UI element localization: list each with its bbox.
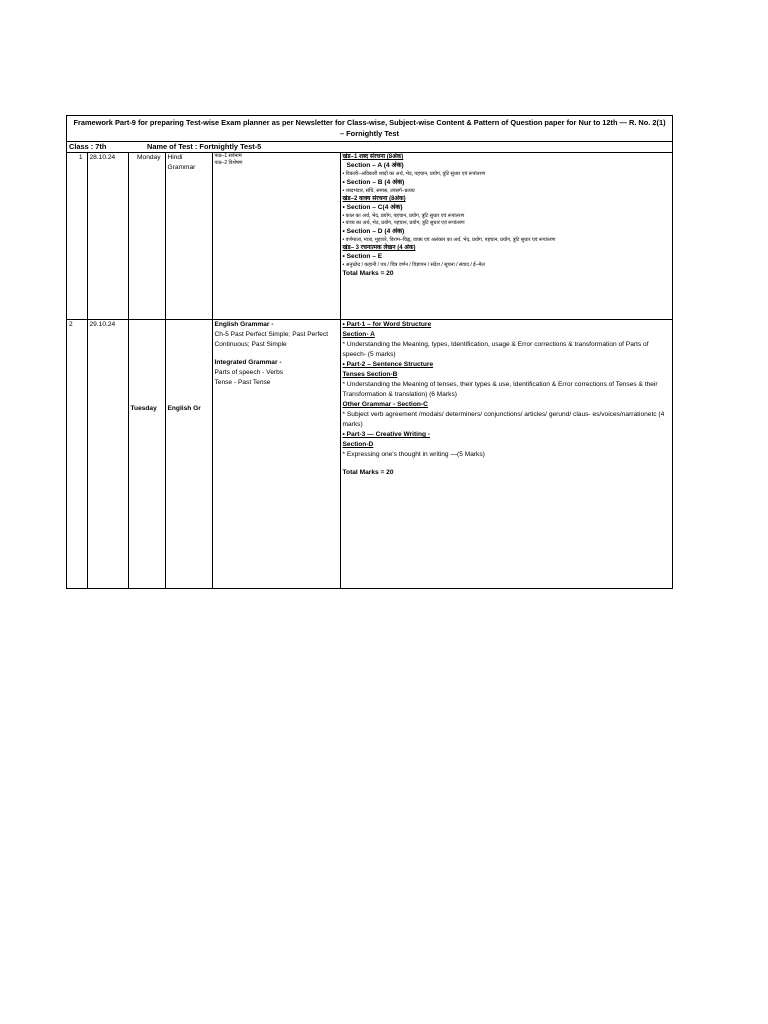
- topic-item: Tense - Past Tense: [214, 379, 271, 386]
- content-section: • Section – D (4 अंक): [342, 228, 405, 235]
- row-date: 28.10.24: [87, 153, 128, 320]
- table-row: [67, 320, 672, 589]
- total-marks: Total Marks = 20: [342, 270, 394, 277]
- content-text: • वर्णमाला, मात्रा, मुहावरे, विराम–चिह्न, वाक्य एवं अलंकार का अर्थ, भेद, प्रयोग, पहचान, प्रयोग, त्रुटि सुधार एवं रूपांतरण: [342, 237, 556, 243]
- content-heading: • Part-1 – for Word Structure: [342, 321, 432, 328]
- class-row: [67, 142, 672, 153]
- topic-item: पाठ–2 विशेषण: [214, 160, 243, 166]
- content-heading: खंड– 3 रचनात्मक लेखन (4 अंक): [342, 245, 416, 251]
- table-row: [67, 153, 672, 320]
- row-date: 29.10.24: [87, 320, 128, 589]
- topic-item: English Grammar -: [214, 321, 274, 328]
- content-heading: खंड–1 शब्द संरचना (8अंक): [342, 154, 404, 160]
- content-text: * Understanding the Meaning of tenses, their types & use, Identification & Error corrections of Tenses & their Transformation & translation) (6 Marks): [342, 381, 658, 398]
- row-content: [340, 153, 672, 320]
- content-text: • वाच्य का अर्थ, भेद, प्रयोग, पहचान, प्रयोग, त्रुटि सुधार एवं रूपांतरण: [342, 220, 465, 226]
- content-text: • अनुच्छेद / कहानी / पत्र / चित्र वर्णन / विज्ञापन / संदेश / सूचना / संवाद / ई–मेल: [342, 262, 485, 268]
- content-heading: खंड–2 वाक्य संरचना (8अंक): [342, 196, 406, 202]
- class-label: Class : 7th: [69, 142, 107, 151]
- content-heading: • Part-2 – Sentence Structure: [342, 361, 434, 368]
- content-section: • Section – B (4 अंक): [342, 179, 405, 186]
- spacer: [215, 350, 338, 358]
- topic-item: पाठ–1 सर्वनाम: [214, 153, 242, 159]
- total-marks: Total Marks = 20: [342, 469, 394, 476]
- document-title: Framework Part-9 for preparing Test-wise Exam planner as per Newsletter for Class-wise, Subject-wise Content & Pattern of Question paper for Nur to 12th — R. No. 2(1) – Fornightly Test: [67, 116, 672, 142]
- content-section: • Section – E: [342, 253, 383, 260]
- content-section: Section – A (4 अंक): [346, 162, 404, 169]
- row-subject: English Gr: [165, 320, 212, 589]
- topic-item: Ch-5 Past Perfect Simple; Past Perfect Continuous; Past Simple: [214, 331, 329, 348]
- row-topics: [212, 320, 340, 589]
- exam-planner-sheet: [66, 115, 673, 589]
- test-name-label: Name of Test : Fortnightly Test-5: [147, 142, 262, 151]
- content-text: • काल का अर्थ, भेद, प्रयोग, पहचान, प्रयोग, त्रुटि सुधार एवं रूपांतरण: [342, 213, 465, 219]
- topic-item: Integrated Grammar -: [214, 359, 282, 366]
- content-section: Other Grammar - Section-C: [342, 401, 428, 408]
- content-text: * Understanding the Meaning, types, Identification, usage & Error corrections & transformation of Parts of speech- (5 marks): [342, 341, 649, 358]
- row-subject: Hindi Grammar: [165, 153, 212, 320]
- content-text: • शब्दभंडार, संधि, समास, उपसर्ग–प्रत्यय: [342, 188, 415, 194]
- row-day: Monday: [128, 153, 165, 320]
- content-text: * Subject verb agreement /modals/ determiners/ conjunctions/ articles/ gerund/ claus- es/voices/narrationetc (4 marks): [342, 411, 665, 428]
- content-heading: • Part-3 — Creative Writing -: [342, 431, 431, 438]
- content-section: Section- A: [342, 331, 375, 338]
- planner-table: [67, 153, 672, 588]
- content-section: Section-D: [342, 441, 374, 448]
- content-text: • विकारी–अविकारी शब्दों का अर्थ, भेद, पहचान, प्रयोग, त्रुटि सुधार एवं रूपांतरण: [342, 171, 486, 177]
- content-section: • Section – C(4 अंक): [342, 204, 403, 211]
- row-number: 1: [67, 153, 87, 320]
- row-content: [340, 320, 672, 589]
- content-section: Tenses Section-B: [342, 371, 398, 378]
- content-text: * Expressing one's thought in writing —(5 Marks): [342, 451, 485, 458]
- row-day: Tuesday: [128, 320, 165, 589]
- spacer: [343, 460, 671, 468]
- topic-item: Parts of speech - Verbs: [214, 369, 284, 376]
- row-number: 2: [67, 320, 87, 589]
- row-topics: [212, 153, 340, 320]
